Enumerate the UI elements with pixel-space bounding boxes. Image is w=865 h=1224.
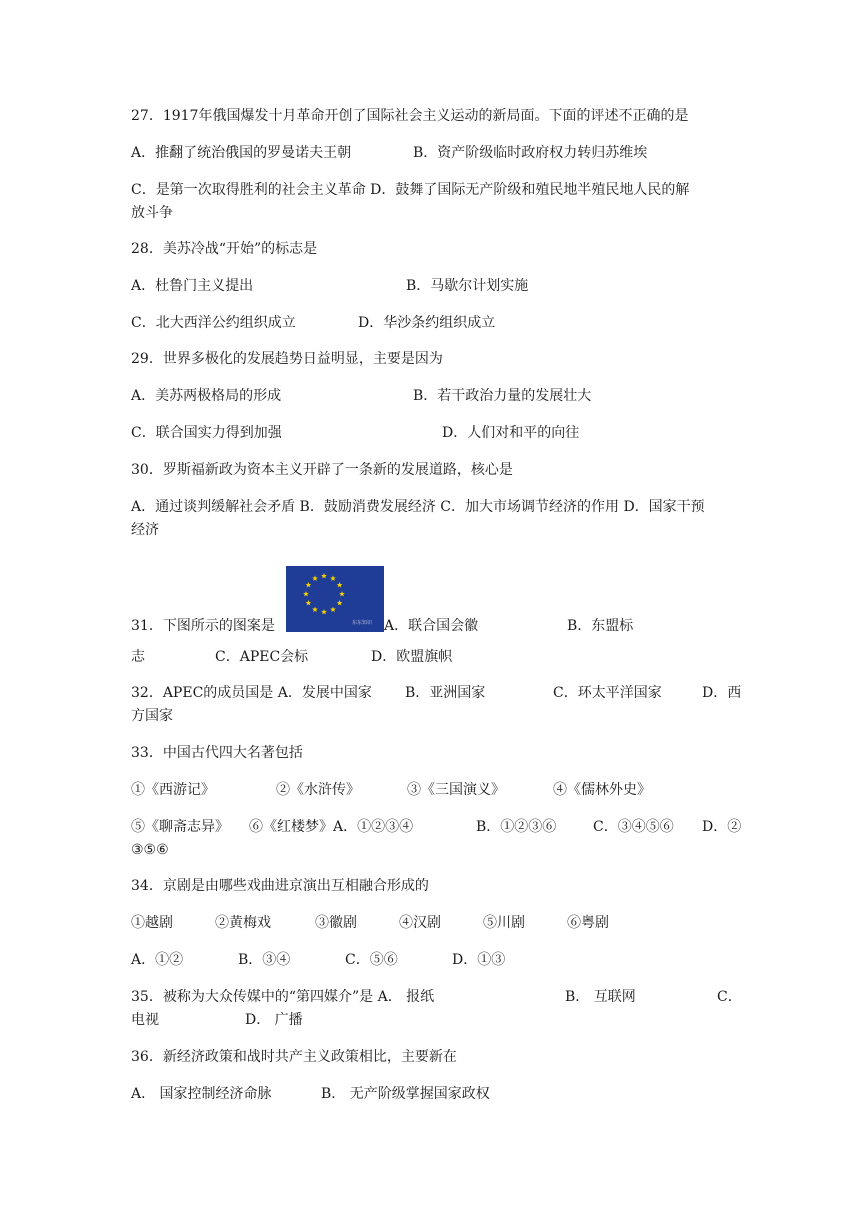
q33-item-3: ③《三国演义》 [407, 782, 505, 798]
q31-option-b-cont: 志 [131, 649, 145, 665]
q31-option-b: B．东盟标 [567, 618, 634, 634]
q35-option-c: C． [717, 989, 742, 1005]
eu-flag-svg [286, 566, 384, 632]
q31-option-d: D．欧盟旗帜 [371, 649, 453, 665]
q34-stem: 34．京剧是由哪些戏曲进京演出互相融合形成的 [131, 878, 429, 894]
q29-stem: 29．世界多极化的发展趋势日益明显，主要是因为 [131, 351, 443, 367]
q34-option-a: A．①② [131, 952, 184, 968]
q34-item-2: ②黄梅戏 [215, 915, 271, 931]
q28-option-d: D．华沙条约组织成立 [358, 315, 496, 331]
q32-stem-option-a: 32．APEC的成员国是 A．发展中国家 [131, 685, 372, 701]
q34-item-1: ①越剧 [131, 915, 173, 931]
q33-item-6-option-a: ⑥《红楼梦》A．①②③④ [249, 819, 414, 835]
eu-flag-image [286, 566, 384, 632]
q34-option-d: D．①③ [452, 952, 506, 968]
q29-option-b: B．若干政治力量的发展壮大 [413, 388, 592, 404]
q31-stem: 31．下图所示的图案是 [131, 618, 275, 634]
q36-option-b: B． 无产阶级掌握国家政权 [321, 1086, 490, 1102]
q29-option-d: D．人们对和平的向往 [442, 425, 580, 441]
q35-option-d: D． 广播 [245, 1012, 303, 1028]
q33-item-1: ①《西游记》 [131, 782, 215, 798]
q33-item-2: ②《水浒传》 [276, 782, 360, 798]
q33-item-4: ④《儒林外史》 [553, 782, 651, 798]
q34-item-3: ③徽剧 [315, 915, 357, 931]
q33-option-c: C．③④⑤⑥ [593, 819, 674, 835]
q27-options-cd-cont: 放斗争 [131, 205, 173, 221]
q29-option-c: C．联合国实力得到加强 [131, 425, 282, 441]
q36-stem: 36．新经济政策和战时共产主义政策相比，主要新在 [131, 1049, 457, 1065]
q34-option-b: B．③④ [238, 952, 291, 968]
q28-option-a: A．杜鲁门主义提出 [131, 278, 254, 294]
q30-stem: 30．罗斯福新政为资本主义开辟了一条新的发展道路，核心是 [131, 462, 513, 478]
q35-option-b: B． 互联网 [565, 989, 636, 1005]
q32-option-c: C．环太平洋国家 [553, 685, 662, 701]
q27-option-a: A．推翻了统治俄国的罗曼诺夫王朝 [131, 145, 352, 161]
q27-option-b: B．资产阶级临时政府权力转归苏维埃 [413, 145, 648, 161]
q35-option-c-cont: 电视 [131, 1012, 159, 1028]
q30-options: A．通过谈判缓解社会矛盾 B．鼓励消费发展经济 C．加大市场调节经济的作用 D．国家干预 [131, 499, 705, 515]
q31-option-c: C．APEC会标 [215, 649, 309, 665]
q28-option-b: B．马歇尔计划实施 [406, 278, 529, 294]
q36-option-a: A． 国家控制经济命脉 [131, 1086, 272, 1102]
q34-option-c: C．⑤⑥ [345, 952, 398, 968]
q33-stem: 33．中国古代四大名著包括 [131, 745, 303, 761]
q31-option-a: A．联合国会徽 [384, 618, 479, 634]
q34-item-4: ④汉剧 [399, 915, 441, 931]
q33-option-d: D．② [702, 819, 742, 835]
q33-item-5: ⑤《聊斋志异》 [131, 819, 229, 835]
q27-stem: 27．1917年俄国爆发十月革命开创了国际社会主义运动的新局面。下面的评述不正确的是 [131, 108, 689, 124]
q34-item-5: ⑤川剧 [483, 915, 525, 931]
q35-stem-option-a: 35．被称为大众传媒中的“第四媒介”是 A． 报纸 [131, 989, 435, 1005]
q30-options-cont: 经济 [131, 522, 159, 538]
q33-option-b: B．①②③⑥ [476, 819, 557, 835]
q32-option-d: D．西 [702, 685, 742, 701]
flag-watermark: 东东知识 [352, 620, 373, 626]
q33-option-d-cont: ③⑤⑥ [131, 842, 169, 858]
q27-options-cd: C．是第一次取得胜利的社会主义革命 D．鼓舞了国际无产阶级和殖民地半殖民地人民的解 [131, 182, 690, 198]
q28-option-c: C．北大西洋公约组织成立 [131, 315, 296, 331]
q29-option-a: A．美苏两极格局的形成 [131, 388, 282, 404]
q28-stem: 28．美苏冷战“开始”的标志是 [131, 241, 318, 257]
q32-option-b: B．亚洲国家 [405, 685, 486, 701]
q34-item-6: ⑥粤剧 [567, 915, 609, 931]
q32-option-d-cont: 方国家 [131, 708, 173, 724]
